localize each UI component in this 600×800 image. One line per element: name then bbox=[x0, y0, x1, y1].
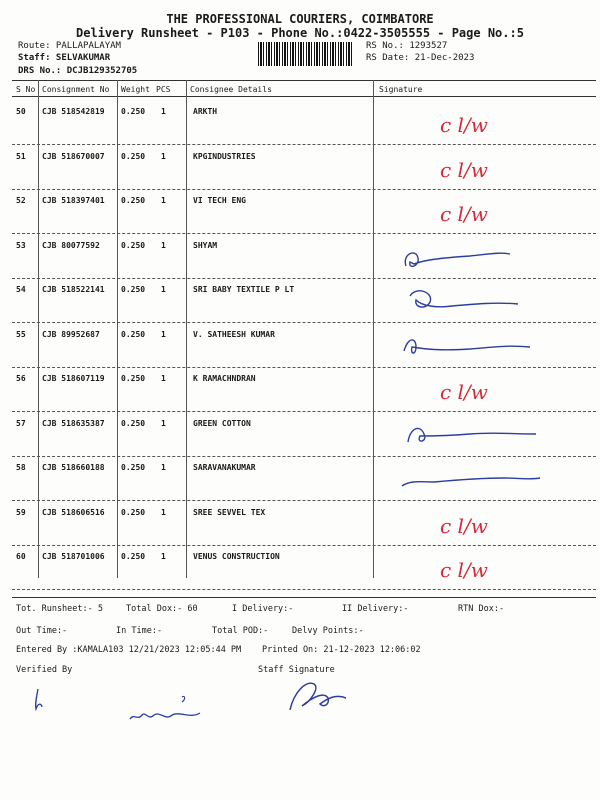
tot-runsheet: Tot. Runsheet:- 5 bbox=[16, 604, 103, 614]
table-row bbox=[0, 367, 600, 413]
barcode bbox=[258, 42, 352, 66]
signature-ink bbox=[408, 428, 536, 442]
row-sno: 53 bbox=[16, 240, 26, 250]
row-pcs: 1 bbox=[161, 507, 166, 517]
row-consignment-no: CJB 518607119 bbox=[42, 374, 105, 383]
col-header-sno: S No bbox=[16, 85, 36, 94]
total-pod: Total POD:- bbox=[212, 626, 269, 636]
table-row bbox=[0, 456, 600, 502]
rs-date: RS Date: 21-Dec-2023 bbox=[366, 53, 475, 63]
verifier-signature bbox=[30, 685, 250, 735]
row-signature bbox=[400, 242, 580, 278]
table-row bbox=[0, 545, 600, 591]
i-delivery: I Delivery:- bbox=[232, 604, 294, 614]
row-weight: 0.250 bbox=[121, 285, 146, 294]
signature-text: c l/w bbox=[440, 380, 488, 404]
row-pcs: 1 bbox=[161, 418, 166, 428]
row-consignee: KPGINDUSTRIES bbox=[193, 151, 256, 161]
row-pcs: 1 bbox=[161, 552, 166, 561]
row-pcs: 1 bbox=[161, 151, 166, 161]
row-weight: 0.250 bbox=[121, 329, 146, 339]
signature-text: c l/w bbox=[440, 157, 488, 182]
row-pcs: 1 bbox=[161, 196, 166, 205]
row-sno: 58 bbox=[16, 463, 26, 472]
row-sno: 60 bbox=[16, 552, 26, 561]
runsheet-subtitle: Delivery Runsheet - P103 - Phone No.:0422-3505555 - Page No.:5 bbox=[76, 26, 524, 40]
row-consignee: SARAVANAKUMAR bbox=[193, 463, 256, 472]
row-consignee: SHYAM bbox=[193, 240, 218, 250]
row-pcs: 1 bbox=[161, 374, 166, 383]
row-signature bbox=[400, 331, 580, 367]
row-signature bbox=[400, 420, 580, 456]
table-row bbox=[0, 189, 600, 235]
drs-label: DRS No.: DCJB129352705 bbox=[18, 66, 138, 76]
signature-ink bbox=[405, 252, 510, 265]
row-weight: 0.250 bbox=[121, 374, 146, 383]
printed-on: Printed On: 21-12-2023 12:06:02 bbox=[262, 645, 421, 655]
row-pcs: 1 bbox=[161, 240, 166, 250]
row-weight: 0.250 bbox=[121, 552, 146, 561]
row-consignee: K RAMACHNDRAN bbox=[193, 374, 256, 383]
signature-text: c l/w bbox=[440, 202, 488, 226]
table-row bbox=[0, 100, 600, 146]
signature-ink bbox=[402, 478, 540, 486]
row-consignee: SREE SEVVEL TEX bbox=[193, 507, 266, 517]
row-sno: 51 bbox=[16, 151, 26, 161]
delvy-points: Delvy Points:- bbox=[292, 626, 364, 636]
row-weight: 0.250 bbox=[121, 196, 146, 205]
table-row bbox=[0, 145, 600, 191]
staff-signature-ink bbox=[284, 672, 354, 722]
row-signature bbox=[400, 153, 580, 189]
row-consignment-no: CJB 518522141 bbox=[42, 285, 105, 294]
row-weight: 0.250 bbox=[121, 240, 146, 250]
row-signature bbox=[400, 375, 580, 411]
route-label: Route: PALLAPALAYAM bbox=[18, 41, 121, 51]
in-time: In Time:- bbox=[116, 626, 163, 636]
signature-ink bbox=[410, 291, 518, 307]
row-signature bbox=[400, 286, 580, 322]
row-separator bbox=[12, 589, 596, 590]
row-consignment-no: CJB 518542819 bbox=[42, 107, 105, 116]
row-sno: 57 bbox=[16, 418, 26, 428]
row-consignment-no: CJB 80077592 bbox=[42, 240, 100, 250]
row-pcs: 1 bbox=[161, 329, 166, 339]
row-sno: 55 bbox=[16, 329, 26, 339]
row-pcs: 1 bbox=[161, 107, 166, 116]
row-sno: 52 bbox=[16, 196, 26, 205]
row-consignee: GREEN COTTON bbox=[193, 418, 251, 428]
row-signature bbox=[400, 464, 580, 500]
table-row bbox=[0, 412, 600, 458]
row-signature bbox=[400, 108, 580, 144]
row-consignment-no: CJB 518660188 bbox=[42, 463, 105, 472]
table-top-rule bbox=[12, 80, 596, 81]
rtn-dox: RTN Dox:- bbox=[458, 604, 505, 614]
signature-text: c l/w bbox=[440, 113, 488, 137]
row-signature bbox=[400, 553, 580, 589]
row-consignment-no: CJB 518635387 bbox=[42, 418, 105, 428]
col-header-weight: Weight bbox=[121, 85, 150, 94]
row-sno: 54 bbox=[16, 285, 26, 294]
row-weight: 0.250 bbox=[121, 107, 146, 116]
signature-text: c l/w bbox=[440, 558, 488, 582]
company-title: THE PROFESSIONAL COURIERS, COIMBATORE bbox=[166, 12, 434, 26]
staff-label: Staff: SELVAKUMAR bbox=[18, 53, 111, 63]
table-row bbox=[0, 234, 600, 280]
row-signature bbox=[400, 197, 580, 233]
col-header-consignment: Consignment No bbox=[42, 85, 110, 94]
table-row bbox=[0, 323, 600, 369]
rs-no: RS No.: 1293527 bbox=[366, 41, 448, 51]
out-time: Out Time:- bbox=[16, 626, 68, 636]
entered-by: Entered By :KAMALA103 12/21/2023 12:05:44 PM bbox=[16, 645, 242, 655]
signature-text: c l/w bbox=[440, 513, 488, 538]
row-weight: 0.250 bbox=[121, 151, 146, 161]
row-signature bbox=[400, 509, 580, 545]
table-header-rule bbox=[12, 96, 596, 97]
table-row bbox=[0, 278, 600, 324]
total-dox: Total Dox:- 60 bbox=[126, 604, 198, 614]
col-header-pcs: PCS bbox=[156, 85, 171, 94]
row-consignment-no: CJB 518701006 bbox=[42, 552, 105, 561]
ii-delivery: II Delivery:- bbox=[342, 604, 409, 614]
row-pcs: 1 bbox=[161, 285, 166, 294]
row-consignee: V. SATHEESH KUMAR bbox=[193, 329, 275, 339]
row-consignment-no: CJB 89952687 bbox=[42, 329, 100, 339]
signature-ink bbox=[404, 339, 530, 352]
col-header-consignee: Consignee Details bbox=[190, 85, 272, 94]
col-header-signature: Signature bbox=[379, 85, 423, 94]
row-consignment-no: CJB 518397401 bbox=[42, 196, 105, 205]
staff-signature-label: Staff Signature bbox=[258, 665, 335, 675]
row-consignee: SRI BABY TEXTILE P LT bbox=[193, 285, 295, 294]
row-weight: 0.250 bbox=[121, 507, 146, 517]
row-pcs: 1 bbox=[161, 463, 166, 472]
row-sno: 56 bbox=[16, 374, 26, 383]
row-weight: 0.250 bbox=[121, 463, 146, 472]
row-consignment-no: CJB 518670007 bbox=[42, 151, 105, 161]
row-weight: 0.250 bbox=[121, 418, 146, 428]
row-consignee: VI TECH ENG bbox=[193, 196, 246, 205]
footer-rule bbox=[12, 597, 596, 598]
row-consignee: VENUS CONSTRUCTION bbox=[193, 552, 280, 561]
row-sno: 50 bbox=[16, 107, 26, 116]
row-consignment-no: CJB 518606516 bbox=[42, 507, 105, 517]
row-sno: 59 bbox=[16, 507, 26, 517]
verified-by-label: Verified By bbox=[16, 665, 73, 675]
table-row bbox=[0, 501, 600, 547]
row-consignee: ARKTH bbox=[193, 107, 218, 116]
